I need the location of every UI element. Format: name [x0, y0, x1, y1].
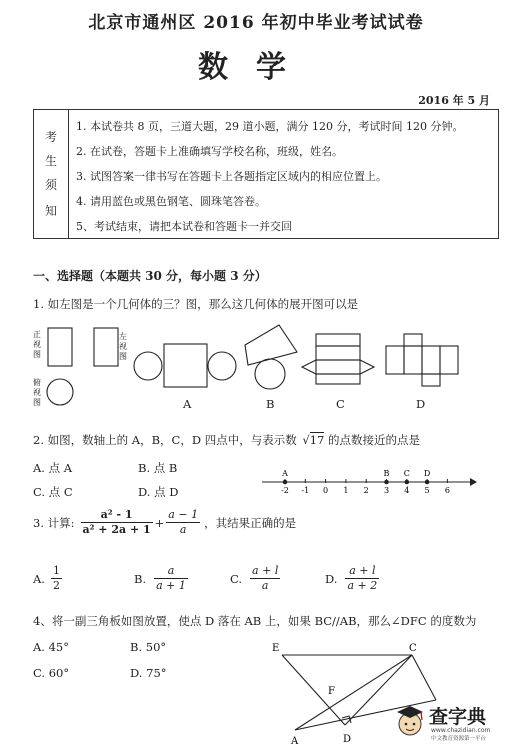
sqrt-value: 17: [309, 433, 325, 447]
option-c-mid1: [316, 346, 360, 360]
label-c: C: [409, 643, 417, 654]
line-cb: [412, 655, 436, 700]
watermark-url: www.chazidian.com: [431, 727, 491, 734]
point-b: [384, 480, 389, 485]
q3-option-c-num: a + l: [252, 564, 279, 577]
q2-option-a[interactable]: A. 点 A: [33, 461, 73, 475]
notice-item: 3. 试图答案一律书写在答题卡上各题指定区域内的相应位置上。: [76, 170, 387, 183]
section-heading: 一、选择题（本题共 30 分，每小题 3 分）: [33, 269, 267, 283]
q3-option-a[interactable]: [33, 564, 62, 593]
point-c: [405, 480, 410, 485]
option-c-top: [316, 334, 360, 346]
option-d-face3: [422, 346, 440, 374]
q3-option-a-den: 2: [52, 579, 60, 592]
axis-tick-label: 1: [343, 486, 349, 495]
option-a-rect: [164, 344, 207, 387]
label-d: D: [343, 734, 352, 745]
notice-item: 2. 在试卷，答题卡上准确填写学校名称，班级，姓名。: [76, 145, 343, 158]
axis-tick-label: 6: [444, 486, 450, 495]
option-d-bottom: [422, 374, 440, 386]
option-a-circle-right: [208, 352, 236, 380]
q3-option-a-num: 1: [52, 564, 60, 577]
q3-frac1-num: a² - 1: [81, 508, 153, 523]
question-4-stem: 4、将一副三角板如图放置，使点 D 落在 AB 上，如果 BC//AB，那么∠DFC 的度数为: [33, 614, 477, 628]
option-d-face1: [386, 346, 404, 374]
front-view-label: 正 视 图: [33, 330, 41, 359]
notice-box: [33, 109, 499, 239]
q3-option-c-den: a: [261, 579, 269, 592]
q3-suffix: ，其结果正确的是: [204, 515, 297, 530]
q2-option-c[interactable]: C. 点 C: [33, 485, 73, 499]
watermark-caption: 中文教育资源第一平台: [431, 736, 487, 742]
point-label-c: C: [403, 469, 410, 478]
q2-stem-before: 2. 如图，数轴上的 A，B，C，D 四点中，与表示数: [33, 433, 297, 447]
point-label-a: A: [282, 469, 288, 478]
q4-option-d[interactable]: D. 75°: [130, 666, 167, 680]
q3-fraction-2: [166, 508, 200, 537]
option-c-mid2: [316, 360, 360, 374]
q3-option-d[interactable]: [325, 564, 379, 593]
watermark-logo[interactable]: [393, 702, 505, 742]
point-d: [425, 480, 430, 485]
front-view-rect: [48, 328, 72, 366]
q3-prefix: 3. 计算:: [33, 515, 75, 530]
q3-option-b-frac: [154, 564, 188, 593]
option-d-face4: [440, 346, 458, 374]
label-f: F: [328, 686, 335, 697]
q3-option-a-frac: [51, 564, 62, 593]
q3-frac2-num: a − 1: [168, 508, 199, 521]
notice-label-char: 考: [44, 130, 57, 144]
q1-option-d[interactable]: D: [416, 397, 426, 411]
q3-frac2-den: a: [179, 523, 187, 536]
q3-frac1-den: a² + 2a + 1: [82, 523, 151, 536]
q3-option-b[interactable]: [134, 564, 188, 593]
q3-option-c-label: C.: [230, 571, 243, 586]
point-a: [283, 480, 288, 485]
notice-item: 4. 请用蓝色或黑色钢笔、圆珠笔答卷。: [76, 195, 266, 208]
q1-option-c[interactable]: C: [336, 397, 345, 411]
axis-tick-label: 5: [424, 486, 430, 495]
option-c-bottom: [316, 374, 360, 384]
left-view-rect: [94, 328, 118, 366]
q3-option-d-label: D.: [325, 571, 338, 586]
number-line-arrow: [470, 478, 477, 486]
exam-title: 北京市通州区 2016 年初中毕业考试试卷: [88, 13, 424, 33]
q4-option-c[interactable]: C. 60°: [33, 666, 70, 680]
notice-label-char: 生: [44, 154, 57, 168]
notice-label-char: 须: [44, 178, 57, 192]
option-d-face2: [404, 346, 422, 374]
top-view-circle: [47, 379, 73, 405]
q3-option-d-den: a + 2: [347, 579, 378, 592]
q3-option-c[interactable]: [230, 564, 280, 593]
label-e: E: [272, 643, 280, 654]
notice-label: [34, 110, 69, 238]
question-2-stem: [33, 432, 420, 448]
notice-item: 5、考试结束，请把本试卷和答题卡一并交回: [76, 220, 292, 233]
axis-tick-label: 3: [383, 486, 390, 495]
q2-stem-after: 的点数接近的点是: [328, 433, 420, 447]
watermark-name: 查字典: [429, 706, 487, 728]
q3-option-c-frac: [250, 564, 280, 593]
q3-option-a-label: A.: [33, 571, 45, 586]
q3-plus: +: [154, 515, 165, 530]
q4-option-b[interactable]: B. 50°: [130, 640, 167, 654]
notice-label-char: 知: [44, 204, 57, 218]
option-d-top: [404, 334, 422, 346]
axis-tick-label: -2: [281, 486, 289, 495]
subject-title: 数学: [198, 50, 314, 85]
notice-item: 1. 本试卷共 8 页，三道大题，29 道小题，满分 120 分，考试时间 120 分钟。: [76, 120, 464, 133]
q3-option-b-num: a: [154, 564, 188, 579]
left-view-label: 左 视 图: [119, 332, 127, 361]
line-ed: [282, 655, 345, 725]
question-3-stem: [33, 508, 296, 537]
option-c-right-tri: [360, 360, 374, 374]
q4-option-a[interactable]: A. 45°: [33, 640, 69, 654]
q1-option-a[interactable]: A: [183, 397, 192, 411]
q2-option-d[interactable]: D. 点 D: [138, 485, 179, 499]
option-b-circle: [255, 359, 285, 389]
right-angle-mark: [342, 716, 351, 723]
label-a: A: [291, 736, 299, 747]
option-a-circle-left: [134, 352, 162, 380]
q1-option-b[interactable]: B: [266, 397, 275, 411]
q3-option-d-num: a + l: [345, 564, 379, 579]
axis-tick-label: 0: [323, 486, 329, 495]
point-label-d: D: [423, 469, 431, 478]
axis-tick-label: 4: [404, 486, 410, 495]
axis-tick-label: 2: [363, 486, 369, 495]
option-b-sector: [245, 325, 297, 365]
axis-tick-label: -1: [301, 486, 310, 495]
top-view-label: 俯 视 图: [33, 378, 41, 407]
question-1-stem: 1. 如左图是一个几何体的三？图，那么这几何体的展开图可以是: [33, 297, 359, 311]
point-label-b: B: [383, 469, 390, 478]
option-c-left-tri: [302, 360, 316, 374]
q3-fraction-1: [81, 508, 153, 537]
sqrt-expression: √17: [302, 433, 325, 447]
q3-option-b-den: a + 1: [156, 579, 186, 592]
exam-date: 2016 年 5 月: [418, 94, 490, 107]
mascot-icon: [393, 702, 427, 742]
q3-option-b-label: B.: [134, 571, 147, 586]
q3-option-d-frac: [345, 564, 379, 593]
q2-option-b[interactable]: B. 点 B: [138, 461, 178, 475]
